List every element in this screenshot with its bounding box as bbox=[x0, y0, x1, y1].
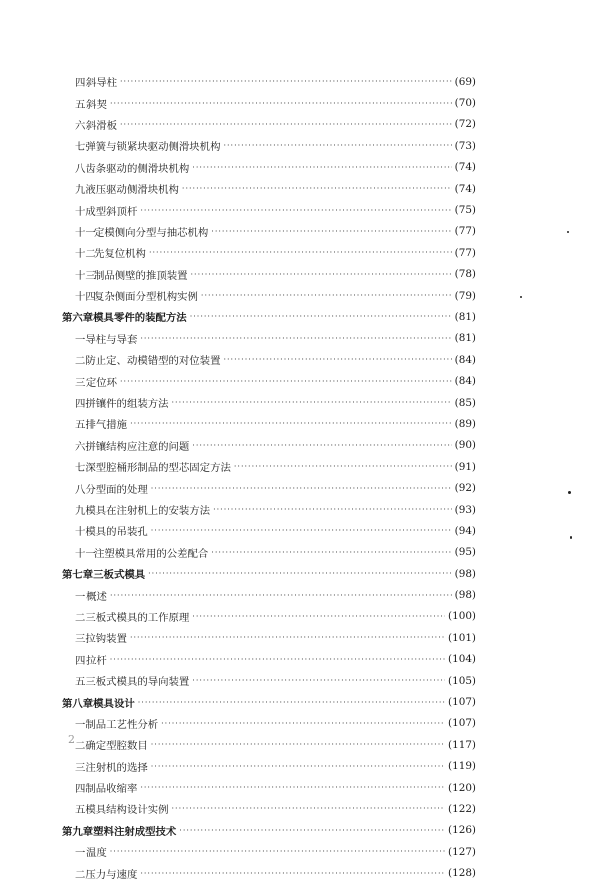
dot-leader bbox=[172, 804, 446, 813]
section-number: 五 bbox=[75, 804, 86, 817]
section-number: 十四 bbox=[75, 291, 96, 304]
section-number: 一 bbox=[75, 333, 86, 346]
page-ref: (119) bbox=[448, 760, 476, 773]
toc-section-row bbox=[62, 798, 476, 819]
dot-leader bbox=[151, 740, 445, 749]
section-number: 三 bbox=[75, 376, 86, 389]
section-title: 压力与速度 bbox=[85, 868, 138, 881]
toc-chapter-row bbox=[62, 563, 476, 584]
section-number: 二 bbox=[75, 355, 86, 368]
section-title: 三板式模具的工作原理 bbox=[85, 611, 190, 624]
page-ref: (128) bbox=[448, 867, 476, 880]
section-title: 复杂侧面分型机构实例 bbox=[94, 291, 198, 304]
page-ref: (77) bbox=[454, 225, 476, 238]
page-ref: (78) bbox=[454, 268, 476, 281]
toc-section-row bbox=[62, 114, 476, 135]
dot-leader bbox=[130, 419, 452, 428]
toc-chapter-row bbox=[62, 306, 476, 327]
chapter-title: 模具设计 bbox=[93, 697, 135, 710]
section-number: 五 bbox=[75, 676, 86, 689]
dot-leader bbox=[190, 312, 452, 321]
dot-leader bbox=[151, 526, 452, 535]
section-title: 液压驱动侧滑块机构 bbox=[85, 184, 179, 197]
toc-section-row bbox=[62, 413, 476, 434]
section-number: 一 bbox=[75, 718, 86, 731]
section-title: 成型斜顶杆 bbox=[85, 205, 138, 218]
section-title: 温度 bbox=[85, 847, 107, 860]
toc-section-row bbox=[62, 328, 476, 349]
toc-section-row bbox=[62, 713, 476, 734]
dot-leader bbox=[192, 163, 451, 172]
toc-section-row bbox=[62, 584, 476, 605]
page-ref: (94) bbox=[454, 524, 476, 537]
section-number: 五 bbox=[75, 98, 86, 111]
page-ref: (89) bbox=[454, 417, 476, 430]
section-title: 弹簧与锁紧块驱动侧滑块机构 bbox=[85, 141, 221, 154]
section-number: 二 bbox=[75, 611, 86, 624]
toc-section-row bbox=[62, 777, 476, 798]
page-number: 2 bbox=[68, 733, 75, 746]
section-number: 七 bbox=[75, 141, 86, 154]
section-number: 四 bbox=[75, 654, 86, 667]
page-ref: (107) bbox=[448, 717, 476, 730]
page-ref: (74) bbox=[454, 161, 476, 174]
dot-leader bbox=[213, 505, 452, 514]
toc-section-row bbox=[62, 670, 476, 691]
dot-leader bbox=[182, 184, 452, 193]
page-ref: (105) bbox=[448, 674, 476, 687]
toc-section-row bbox=[62, 542, 476, 563]
page-ref: (70) bbox=[454, 97, 476, 110]
dot-leader bbox=[110, 591, 452, 600]
section-number: 八 bbox=[75, 162, 86, 175]
page-ref: (126) bbox=[448, 824, 476, 837]
page-ref: (69) bbox=[454, 75, 476, 88]
section-title: 注塑模具常用的公差配合 bbox=[94, 547, 209, 560]
dot-leader bbox=[151, 484, 452, 493]
section-title: 三板式模具的导向装置 bbox=[85, 676, 190, 689]
page-ref: (91) bbox=[454, 460, 476, 473]
toc-section-row bbox=[62, 135, 476, 156]
dot-leader bbox=[223, 355, 451, 364]
toc-section-row bbox=[62, 841, 476, 862]
dot-leader bbox=[130, 633, 445, 642]
scan-speck bbox=[568, 491, 571, 494]
toc-section-row bbox=[62, 499, 476, 520]
table-of-contents bbox=[62, 71, 476, 884]
section-title: 模具在注射机上的安装方法 bbox=[85, 505, 211, 517]
dot-leader bbox=[140, 334, 451, 343]
section-title: 深型腔桶形制品的型芯固定方法 bbox=[85, 462, 231, 475]
toc-section-row bbox=[62, 242, 476, 263]
section-title: 确定型腔数目 bbox=[85, 740, 148, 753]
section-number: 九 bbox=[75, 184, 86, 197]
toc-section-row bbox=[62, 370, 476, 391]
dot-leader bbox=[110, 847, 445, 856]
page-ref: (81) bbox=[454, 310, 476, 323]
section-title: 排气措施 bbox=[85, 419, 128, 432]
section-title: 先复位机构 bbox=[94, 248, 146, 261]
page-ref: (79) bbox=[454, 289, 476, 302]
dot-leader bbox=[211, 227, 451, 236]
chapter-title: 模具零件的装配方法 bbox=[93, 312, 187, 325]
chapter-title: 三板式模具 bbox=[93, 569, 146, 582]
dot-leader bbox=[140, 206, 451, 215]
scan-speck bbox=[567, 231, 569, 233]
toc-section-row bbox=[62, 349, 476, 370]
page-ref: (84) bbox=[454, 353, 476, 366]
section-title: 齿条驱动的侧滑块机构 bbox=[85, 162, 190, 175]
dot-leader bbox=[140, 783, 445, 792]
section-title: 模具的吊装孔 bbox=[85, 526, 148, 539]
page-ref: (104) bbox=[448, 653, 476, 666]
section-title: 定位环 bbox=[85, 376, 118, 389]
dot-leader bbox=[110, 655, 445, 664]
dot-leader bbox=[192, 676, 445, 685]
section-number: 四 bbox=[75, 783, 86, 796]
scan-speck bbox=[520, 296, 522, 298]
dot-leader bbox=[191, 270, 452, 279]
toc-section-row bbox=[62, 649, 476, 670]
section-number: 九 bbox=[75, 505, 86, 517]
dot-leader bbox=[138, 698, 445, 707]
dot-leader bbox=[192, 441, 451, 450]
section-title: 制品工艺性分析 bbox=[85, 718, 159, 731]
chapter-number: 第七章 bbox=[62, 569, 94, 582]
page-ref: (90) bbox=[454, 439, 476, 452]
page-ref: (81) bbox=[454, 332, 476, 345]
toc-section-row bbox=[62, 92, 476, 113]
page-ref: (100) bbox=[448, 610, 476, 623]
page-ref: (77) bbox=[454, 246, 476, 259]
dot-leader bbox=[149, 248, 452, 257]
section-number: 六 bbox=[75, 119, 86, 132]
section-title: 导柱与导套 bbox=[85, 333, 138, 346]
section-title: 定模侧向分型与抽芯机构 bbox=[94, 226, 209, 239]
page-ref: (73) bbox=[454, 139, 476, 152]
page-ref: (122) bbox=[448, 802, 476, 815]
section-number: 十二 bbox=[75, 248, 96, 261]
dot-leader bbox=[192, 612, 445, 621]
section-title: 斜滑板 bbox=[85, 119, 118, 132]
toc-chapter-row bbox=[62, 820, 476, 841]
toc-section-row bbox=[62, 756, 476, 777]
section-title: 拉钩装置 bbox=[85, 633, 127, 646]
chapter-number: 第九章 bbox=[62, 825, 94, 838]
chapter-title: 塑料注射成型技术 bbox=[93, 825, 177, 838]
toc-section-row bbox=[62, 221, 476, 242]
page-ref: (75) bbox=[454, 204, 476, 217]
dot-leader bbox=[201, 291, 452, 300]
dot-leader bbox=[140, 869, 445, 878]
dot-leader bbox=[234, 462, 452, 471]
page-ref: (85) bbox=[454, 396, 476, 409]
dot-leader bbox=[120, 77, 452, 86]
dot-leader bbox=[110, 99, 452, 108]
section-number: 十 bbox=[75, 205, 86, 218]
page-ref: (120) bbox=[448, 781, 476, 794]
page-ref: (92) bbox=[454, 482, 476, 495]
toc-section-row bbox=[62, 627, 476, 648]
toc-section-row bbox=[62, 477, 476, 498]
section-number: 四 bbox=[75, 77, 86, 90]
dot-leader bbox=[148, 569, 452, 578]
toc-section-row bbox=[62, 285, 476, 306]
section-title: 斜契 bbox=[86, 98, 107, 111]
toc-section-row bbox=[62, 606, 476, 627]
dot-leader bbox=[172, 398, 452, 407]
chapter-number: 第六章 bbox=[62, 312, 94, 325]
page-ref: (98) bbox=[454, 589, 476, 602]
section-title: 分型面的处理 bbox=[85, 483, 148, 496]
toc-section-row bbox=[62, 392, 476, 413]
dot-leader bbox=[120, 120, 452, 129]
section-number: 十三 bbox=[75, 269, 96, 282]
toc-chapter-row bbox=[62, 691, 476, 712]
section-title: 拼镶件的组装方法 bbox=[85, 398, 169, 411]
section-number: 四 bbox=[75, 398, 86, 411]
page-ref: (93) bbox=[454, 503, 476, 516]
dot-leader bbox=[179, 826, 445, 835]
section-number: 一 bbox=[75, 590, 86, 603]
section-title: 拉杆 bbox=[85, 654, 107, 667]
section-number: 五 bbox=[75, 419, 86, 432]
section-number: 十一 bbox=[75, 226, 96, 239]
section-title: 模具结构设计实例 bbox=[85, 804, 169, 817]
section-number: 七 bbox=[75, 462, 86, 475]
section-number: 三 bbox=[75, 633, 86, 646]
page-ref: (74) bbox=[454, 182, 476, 195]
section-title: 拼镶结构应注意的问题 bbox=[85, 440, 190, 453]
chapter-number: 第八章 bbox=[62, 697, 94, 710]
page-ref: (127) bbox=[448, 845, 476, 858]
toc-section-row bbox=[62, 264, 476, 285]
page-ref: (117) bbox=[448, 738, 476, 751]
section-number: 一 bbox=[75, 847, 86, 860]
section-number: 六 bbox=[75, 440, 86, 453]
section-number: 三 bbox=[75, 761, 86, 774]
section-title: 制品侧壁的推顶装置 bbox=[94, 269, 188, 282]
dot-leader bbox=[120, 377, 452, 386]
page-ref: (95) bbox=[454, 546, 476, 559]
page-ref: (84) bbox=[454, 375, 476, 388]
section-number: 二 bbox=[75, 868, 86, 881]
toc-section-row bbox=[62, 178, 476, 199]
page-ref: (101) bbox=[448, 631, 476, 644]
toc-section-row bbox=[62, 520, 476, 541]
section-title: 斜导柱 bbox=[85, 77, 118, 90]
page-ref: (107) bbox=[448, 696, 476, 709]
toc-section-row bbox=[62, 157, 476, 178]
toc-section-row bbox=[62, 435, 476, 456]
dot-leader bbox=[211, 548, 451, 557]
scan-speck bbox=[570, 536, 572, 539]
section-title: 防止定、动模错型的对位装置 bbox=[85, 355, 221, 368]
section-title: 注射机的选择 bbox=[85, 761, 148, 774]
section-number: 十一 bbox=[75, 547, 96, 560]
page-ref: (72) bbox=[454, 118, 476, 131]
dot-leader bbox=[223, 141, 451, 150]
toc-section-row bbox=[62, 199, 476, 220]
section-number: 二 bbox=[75, 740, 86, 753]
section-number: 八 bbox=[75, 483, 86, 496]
toc-section-row bbox=[62, 862, 476, 883]
dot-leader bbox=[161, 719, 445, 728]
section-title: 概述 bbox=[86, 590, 107, 603]
section-title: 制品收缩率 bbox=[85, 783, 138, 796]
toc-section-row bbox=[62, 734, 476, 755]
section-number: 十 bbox=[75, 526, 86, 539]
dot-leader bbox=[151, 762, 445, 771]
toc-section-row bbox=[62, 71, 476, 92]
page-ref: (98) bbox=[454, 567, 476, 580]
toc-section-row bbox=[62, 456, 476, 477]
